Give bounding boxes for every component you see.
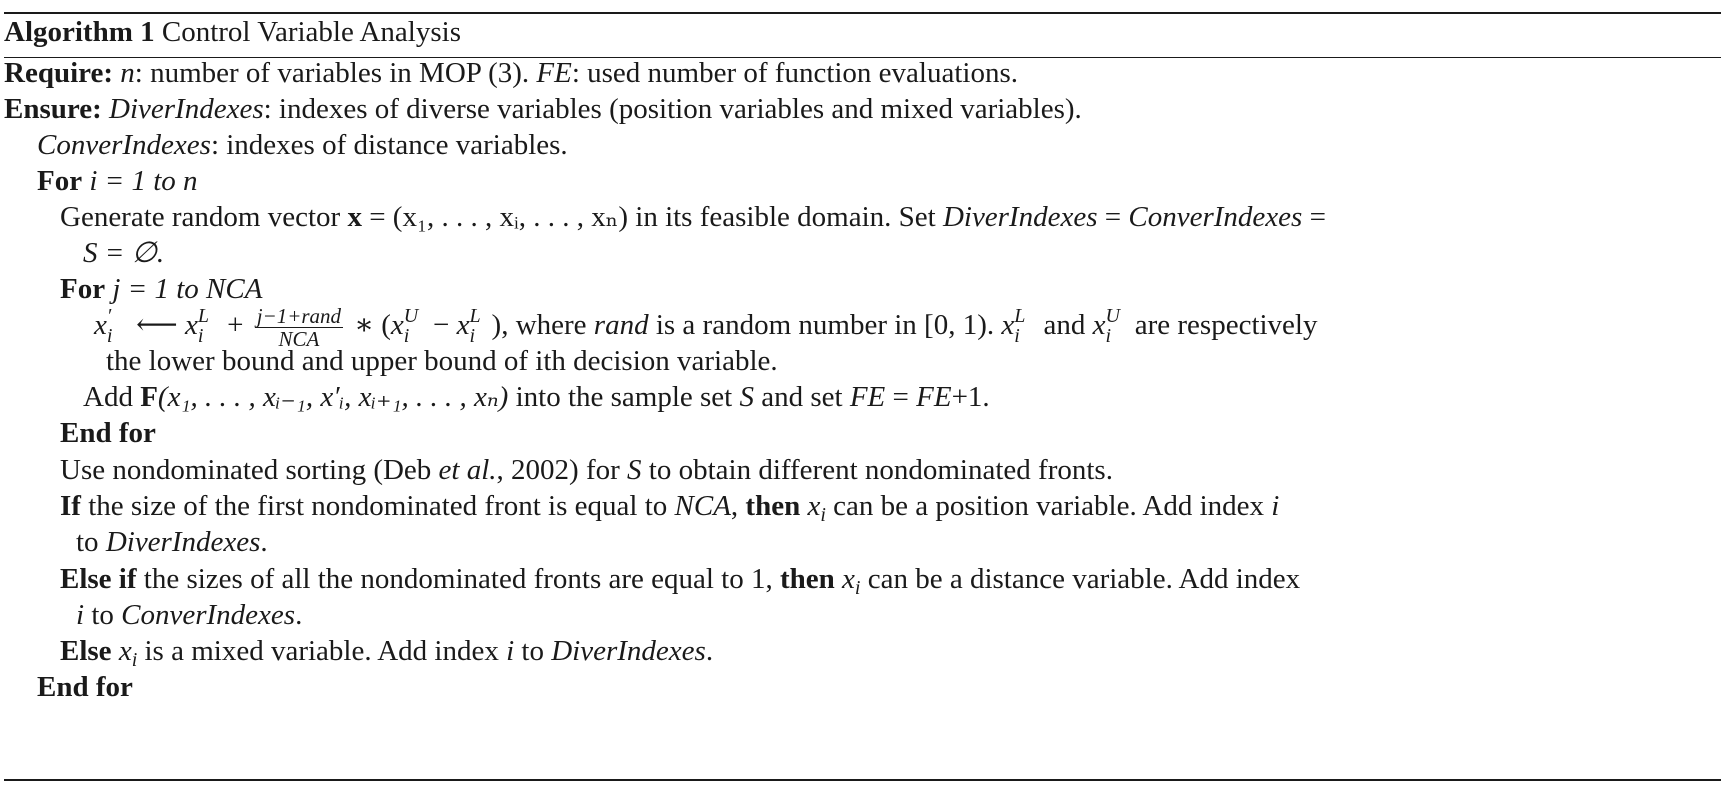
var-n: n [120,57,135,89]
add-text-c: and set [753,381,850,413]
generate-text-a: Generate random vector [60,201,348,233]
func-f: F [140,381,158,413]
algorithm-header [4,12,461,52]
var-converindexes: ConverIndexes [1128,201,1303,233]
update-line: x ′ i ⟵ x L i + $\frac{\text{j−1+rand}}{\text{NCA}}$ ∗ (x U i − x L i ), where rand is a random number in [0, 1). x L i and x U i are respectively [94,304,1318,351]
else-line: Else $x_i$ is a mixed variable. Add index i to DiverIndexes. [60,635,714,671]
if-text-b: , [730,490,746,522]
require-text-b: : used number of function evaluations. [571,57,1019,89]
var-rand: rand [593,309,649,342]
et-al: et al. [438,454,497,486]
elseif-line2-a: to [84,599,122,631]
if-line2-a: to [76,526,106,558]
update-text-c: and [1036,309,1093,342]
elseif-line-2: i to ConverIndexes. [76,599,303,631]
inner-for-line [60,269,262,309]
inner-end-for-keyword: End for [60,417,156,449]
update-text-a: , where [501,309,594,342]
add-text-b: into the sample set [508,381,740,413]
else-text-c: . [705,635,714,667]
outer-for-range: i = 1 to n [89,165,198,197]
generate-eq1: = [1097,201,1129,233]
outer-for-line [37,161,198,201]
sorting-text-c: to obtain different nondominated fronts. [641,454,1113,486]
xi-lower-scripts: L i [197,304,209,347]
ensure-line [4,89,1082,129]
sorting-line [60,450,1113,490]
xi-upper-scripts: U i [403,304,419,347]
var-diverindexes: DiverIndexes [105,526,261,558]
require-line [4,53,1018,93]
if-line-2 [76,522,268,562]
elseif-text-b: can be a distance variable. Add index [860,563,1301,595]
fraction-denominator: NCA [278,327,320,351]
inner-end-for [60,413,156,453]
bottom-rule [4,779,1721,781]
var-converindexes: ConverIndexes [121,599,296,631]
else-keyword: Else [60,635,112,667]
if-text-a: the size of the first nondominated front is equal to [80,490,675,522]
add-text-a: Add [83,381,141,413]
update-line2-text: the lower bound and upper bound of ith decision variable. [106,345,778,377]
add-text-e: +1. [951,381,990,413]
outer-end-for [37,667,133,707]
var-diverindexes: DiverIndexes [109,93,264,125]
ensure-text-a: : indexes of diverse variables (position variables and mixed variables). [263,93,1082,125]
update-line-2 [106,341,778,381]
xi-lower-scripts-2: L i [469,304,481,347]
elseif-text-a: the sizes of all the nondominated fronts are equal to 1, [136,563,780,595]
var-diverindexes: DiverIndexes [942,201,1098,233]
var-converindexes: ConverIndexes [37,129,211,161]
vector-x: x [347,201,362,233]
xi-prime-scripts: ′ i [106,304,113,347]
generate-eq2: = [1302,201,1326,233]
outer-end-for-keyword: End for [37,671,133,703]
require-keyword: Require: [4,57,114,89]
set-s-empty: S = ∅. [83,237,165,269]
add-text-d: = [885,381,917,413]
var-xi-prime: x [94,309,107,342]
generate-text-b: = (x₁, . . . , xᵢ, . . . , xₙ) in its feasible domain. Set [361,201,943,233]
sorting-text-a: Use nondominated sorting (Deb [60,454,439,486]
then-keyword: then [779,563,835,595]
update-arrow: ⟵ [128,309,185,342]
func-args: (x₁, . . . , xᵢ₋₁, x′ᵢ, xᵢ₊₁, . . . , xₙ) [157,381,509,413]
var-fe-2: FE [916,381,952,413]
then-keyword: then [745,490,801,522]
var-fe: FE [849,381,886,413]
var-s: S [739,381,754,413]
fraction-numerator: j−1+rand [256,304,342,328]
inner-for-keyword: For [60,273,106,305]
else-text-b: to [514,635,552,667]
algorithm-title: Control Variable Analysis [161,16,461,48]
elseif-line2-b: . [295,599,303,631]
var-nca: NCA [674,490,731,522]
ensure-text-b: : indexes of distance variables. [210,129,568,161]
elseif-keyword: Else if [60,563,137,595]
var-diverindexes: DiverIndexes [551,635,706,667]
if-line: If the size of the first nondominated front is equal to NCA, then $x_i$ can be a position variable. Add index i [60,490,1280,526]
sorting-text-b: , 2002) for [496,454,628,486]
if-text-c: can be a position variable. Add index [825,490,1272,522]
outer-for-keyword: For [37,165,83,197]
elseif-line: Else if the sizes of all the nondominated fronts are equal to 1, then $x_i$ can be a distance variable. Add index [60,563,1301,599]
var-s: S [627,454,642,486]
require-text-a: : number of variables in MOP (3). [134,57,537,89]
add-sample-line [83,377,990,417]
ensure-line-2 [37,125,568,165]
generate-line-2 [83,233,164,273]
var-fe: FE [536,57,572,89]
else-text-a: is a mixed variable. Add index [137,635,507,667]
ensure-keyword: Ensure: [4,93,102,125]
update-text-b: is a random number in [0, 1). [648,309,1002,342]
if-keyword: If [60,490,81,522]
generate-line [60,197,1326,237]
inner-for-range: j = 1 to NCA [112,273,263,305]
update-text-d: are respectively [1127,309,1318,342]
algorithm-label: Algorithm 1 [4,16,155,48]
if-line2-b: . [260,526,268,558]
